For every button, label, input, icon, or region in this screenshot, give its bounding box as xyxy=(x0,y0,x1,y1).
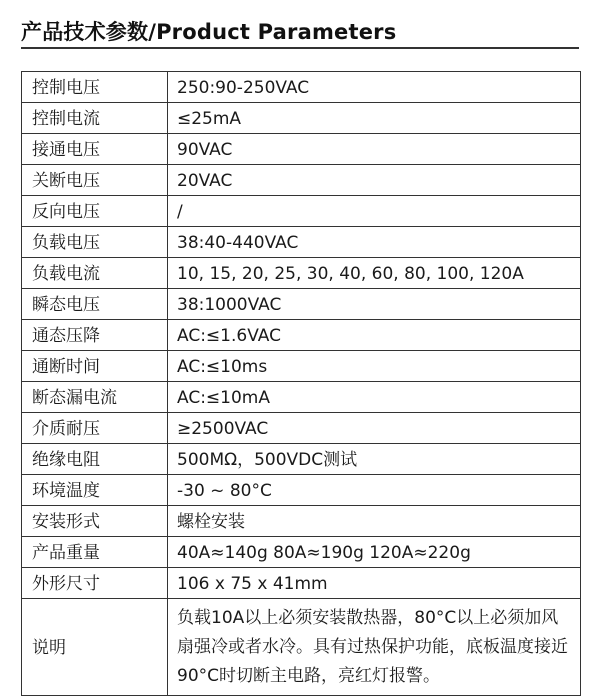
table-row xyxy=(22,165,581,196)
table-row xyxy=(22,289,581,320)
param-label: 反向电压 xyxy=(22,196,168,227)
param-value: 20VAC xyxy=(168,165,581,196)
note-row xyxy=(22,599,581,696)
table-row xyxy=(22,568,581,599)
param-label: 瞬态电压 xyxy=(22,289,168,320)
param-value: ≤25mA xyxy=(168,103,581,134)
param-label: 控制电流 xyxy=(22,103,168,134)
page-title: 产品技术参数/Product Parameters xyxy=(21,20,397,44)
param-value: 螺栓安装 xyxy=(168,506,581,537)
param-label: 负载电压 xyxy=(22,227,168,258)
param-label: 负载电流 xyxy=(22,258,168,289)
param-value: / xyxy=(168,196,581,227)
note-text: 负载10A以上必须安装散热器，80°C以上必须加风扇强冷或者水冷。具有过热保护功能，底板温度接近90°C时切断主电路，亮红灯报警。 xyxy=(168,599,581,696)
param-label: 产品重量 xyxy=(22,537,168,568)
param-value: -30 ~ 80°C xyxy=(168,475,581,506)
table-row xyxy=(22,506,581,537)
table-row xyxy=(22,134,581,165)
param-label: 安装形式 xyxy=(22,506,168,537)
param-label: 绝缘电阻 xyxy=(22,444,168,475)
table-row xyxy=(22,413,581,444)
param-value: 38:1000VAC xyxy=(168,289,581,320)
param-label: 接通电压 xyxy=(22,134,168,165)
param-label: 关断电压 xyxy=(22,165,168,196)
table-row xyxy=(22,196,581,227)
param-value: ≥2500VAC xyxy=(168,413,581,444)
param-value: 40A≈140g 80A≈190g 120A≈220g xyxy=(168,537,581,568)
param-label: 介质耐压 xyxy=(22,413,168,444)
title-divider xyxy=(21,47,579,49)
table-row xyxy=(22,475,581,506)
param-value: AC:≤10ms xyxy=(168,351,581,382)
param-value: 500MΩ，500VDC测试 xyxy=(168,444,581,475)
table-row xyxy=(22,351,581,382)
param-value: 90VAC xyxy=(168,134,581,165)
param-label: 控制电压 xyxy=(22,72,168,103)
table-row xyxy=(22,320,581,351)
param-value: AC:≤10mA xyxy=(168,382,581,413)
param-label: 通态压降 xyxy=(22,320,168,351)
param-value: AC:≤1.6VAC xyxy=(168,320,581,351)
param-value: 250:90-250VAC xyxy=(168,72,581,103)
param-label: 断态漏电流 xyxy=(22,382,168,413)
table-row xyxy=(22,444,581,475)
table-row xyxy=(22,537,581,568)
note-label: 说明 xyxy=(22,599,168,696)
param-value: 38:40-440VAC xyxy=(168,227,581,258)
param-value: 10, 15, 20, 25, 30, 40, 60, 80, 100, 120A xyxy=(168,258,581,289)
table-row xyxy=(22,103,581,134)
table-row xyxy=(22,382,581,413)
table-row xyxy=(22,72,581,103)
table-row xyxy=(22,227,581,258)
parameters-table xyxy=(21,71,581,696)
param-label: 通断时间 xyxy=(22,351,168,382)
table-row xyxy=(22,258,581,289)
param-label: 环境温度 xyxy=(22,475,168,506)
param-label: 外形尺寸 xyxy=(22,568,168,599)
param-value: 106 x 75 x 41mm xyxy=(168,568,581,599)
